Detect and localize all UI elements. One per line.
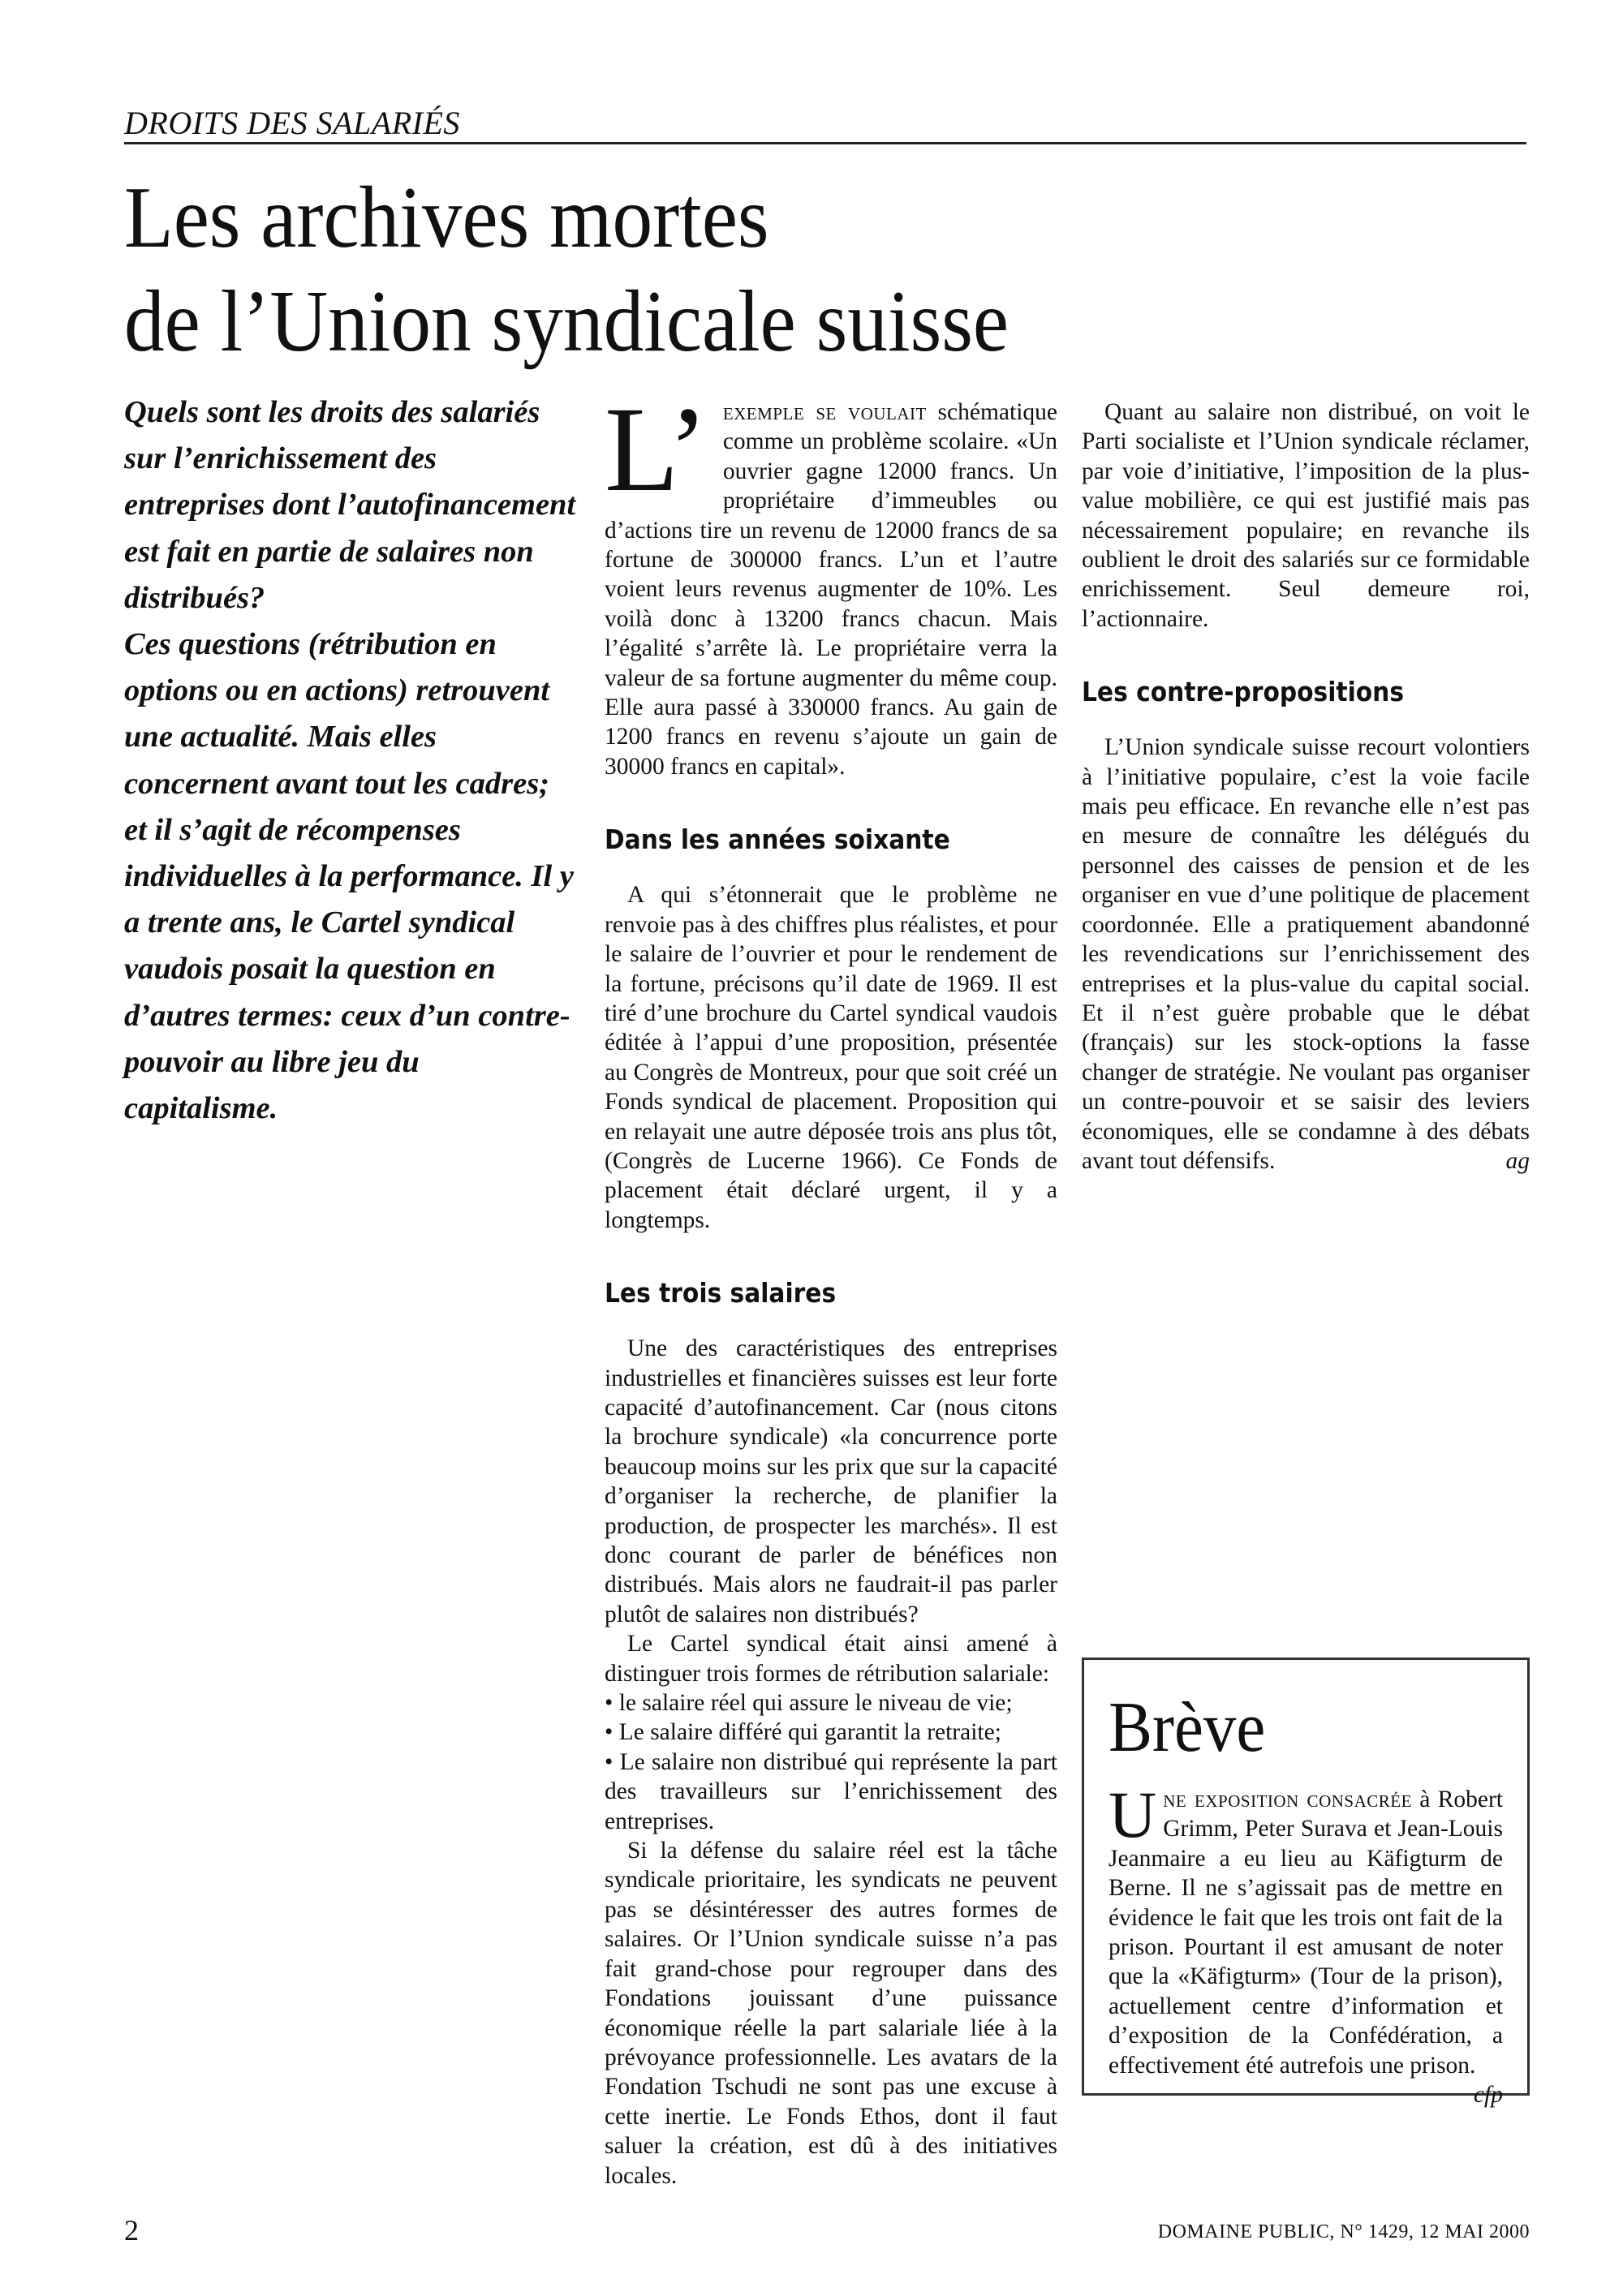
body-paragraph: Si la défense du salaire réel est la tâche syndicale prioritaire, les syndicats ne peuvent pas se désintéresser des autres formes de salaires. Or l’Union syndicale suisse n’a pas fait grand-chose pour regrouper dans des Fondations jouissant d’une puissance économique réelle la part salariale liée à la prévoyance professionnelle. Les avatars de la Fondation Tschudi ne sont pas une excuse à cette inertie. Le Fonds Ethos, dont il faut saluer la création, est dû à des initiatives locales. — [605, 1838, 1057, 2189]
breve-smallcaps: ne exposition consacrée — [1163, 1786, 1412, 1812]
subheading-annees-soixante: Dans les années soixante — [605, 823, 950, 856]
breve-body — [1109, 1778, 1503, 2109]
headline-line-2: de l’Union syndicale suisse — [124, 273, 1010, 370]
section-rubric: DROITS DES SALARIÉS — [124, 105, 460, 141]
body-paragraph: A qui s’étonnerait que le problème ne renvoie pas à des chiffres plus réalistes, et pour le salaire de l’ouvrier et pour le rendement de la fortune, précisons qu’il date de 1969. Il est tiré d’une brochure du Cartel syndical vaudois éditée à l’appui d’une proposition, présentée au Congrès de Montreux, pour que soit créé un Fonds syndical de placement. Proposition qui en relayait une autre déposée trois ans plus tôt, (Congrès de Lucerne 1966). Ce Fonds de placement était déclaré urgent, il y a longtemps. — [605, 882, 1057, 1233]
breve-drop-cap: U — [1109, 1778, 1157, 1851]
lede-paragraph-1: Quels sont les droits des salariés sur l’enrichissement des entreprises dont l’autofinancement est fait en partie de salaires non distribués? — [124, 395, 576, 615]
author-signature: ag — [1505, 1147, 1530, 1174]
breve-box — [1082, 1658, 1530, 2109]
body-paragraph: Le Cartel syndical était ainsi amené à distinguer trois formes de rétribution salariale: — [605, 1631, 1057, 1687]
body-paragraph: Une des caractéristiques des entreprises industrielles et financières suisses est leur forte capacité d’autofinancement. Car (nous citons la brochure syndicale) «la concurrence porte beaucoup moins sur les prix que sur la capacité d’organiser la recherche, de planifier la production, de prospecter les marchés». Il est donc courant de parler de bénéfices non distribués. Mais alors ne faudrait-il pas parler plutôt de salaires non distribués? — [605, 1335, 1057, 1627]
article-column-3 — [1082, 398, 1530, 1176]
subheading-contre-propositions: Les contre-propositions — [1082, 676, 1404, 708]
breve-signature: cfp — [1473, 2082, 1503, 2109]
body-paragraph — [1082, 733, 1530, 1176]
closing-text: L’Union syndicale suisse recourt volontiers à l’initiative populaire, c’est la voie facile mais peu efficace. En revanche elle n’est pas en mesure de connaître les délégués du personnel des caisses de pension et de les organiser en vue d’une politique de placement coordonnée. Elle a pratiquement abandonné les revendications sur l’enrichissement des entreprises et la plus-value du capital social. Et il n’est guère probable que le débat (français) sur les stock-options la fasse changer de stratégie. Ne voulant pas organiser un contre-pouvoir et se saisir des leviers économiques, elle se condamne à des débats avant tout défensifs. — [1082, 734, 1530, 1174]
bullet-item: • Le salaire non distribué qui représente la part des travailleurs sur l’enrichissement des entreprises. — [605, 1748, 1057, 1834]
subheading-trois-salaires: Les trois salaires — [605, 1277, 837, 1309]
article-lede — [124, 389, 579, 1132]
lede-paragraph-2: Ces questions (rétribution en options ou en actions) retrouvent une actualité. Mais elles concernent avant tout les cadres; et il s’agit de récompenses individuelles à la performance. Il y a trente ans, le Cartel syndical vaudois posait la question en d’autres termes: ceux d’un contre-pouvoir au libre jeu du capitalisme. — [124, 627, 574, 1126]
rubric-divider — [124, 142, 1526, 144]
article-headline — [124, 166, 1244, 374]
intro-smallcaps: exemple se voulait — [722, 399, 927, 425]
article-column-2 — [605, 382, 1057, 2191]
breve-title: Brève — [1109, 1688, 1266, 1767]
publication-footer: DOMAINE PUBLIC, N° 1429, 12 MAI 2000 — [1157, 2221, 1530, 2242]
intro-text: schématique comme un problème scolaire. «Un ouvrier gagne 12000 francs. Un propriétaire d’immeubles ou d’actions tire un revenu de 12000 francs de sa fortune de 300000 francs. L’un et l’autre voient leurs revenus augmenter de 10%. Les voilà donc à 13200 francs chacun. Mais l’égalité s’arrête là. Le propriétaire verra la valeur de sa fortune augmenter du même coup. Elle aura passé à 330000 francs. Au gain de 1200 francs en revenu s’ajoute un gain de 30000 francs en capital». — [605, 399, 1057, 780]
bullet-item: • le salaire réel qui assure le niveau de vie; — [605, 1690, 1013, 1717]
page-number: 2 — [124, 2214, 139, 2247]
bullet-item: • Le salaire différé qui garantit la retraite; — [605, 1719, 1001, 1746]
intro-paragraph — [605, 382, 1057, 781]
body-paragraph: Quant au salaire non distribué, on voit le Parti socialiste et l’Union syndicale réclamer, par voie d’initiative, l’imposition de la plus-value mobilière, ce qui est justifié mais pas nécessairement populaire; en revanche ils oublient le droit des salariés sur ce formidable enrichissement. Seul demeure roi, l’actionnaire. — [1082, 399, 1530, 632]
headline-line-1: Les archives mortes — [124, 170, 769, 266]
breve-text: à Robert Grimm, Peter Surava et Jean-Louis Jeanmaire a eu lieu au Käfigturm de Berne. Il ne s’agissait pas de mettre en évidence le fait que les trois ont fait de la prison. Pourtant il est amusant de noter que la «Käfigturm» (Tour de la prison), actuellement centre d’information et d’exposition de la Confédération, a effectivement été autrefois une prison. — [1109, 1786, 1503, 2079]
drop-cap: L’ — [605, 382, 708, 517]
